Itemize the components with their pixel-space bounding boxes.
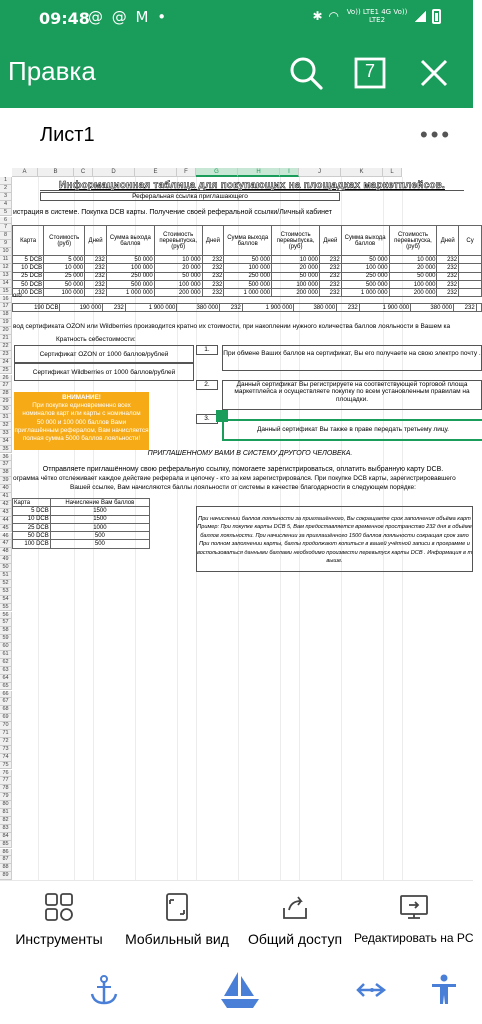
row-header[interactable]: 25 (0, 367, 12, 375)
row-header[interactable]: 80 (0, 801, 12, 809)
bonus-row (13, 507, 150, 515)
bonus-points-cell[interactable]: 500 (50, 532, 149, 540)
column-header-d[interactable]: D (93, 168, 135, 177)
notification-icons: @ @ M • (88, 8, 169, 26)
status-time: 09:48 (39, 9, 90, 28)
row-header[interactable]: 66 (0, 691, 12, 699)
row-header[interactable]: 14 (0, 280, 12, 288)
row-header[interactable]: 65 (0, 683, 12, 691)
row12-text[interactable]: ого (13, 293, 22, 299)
row28-text[interactable]: Отправляете приглашённому свою реферальную ссылку, помогаете зарегистрироваться, оплатить выбранную карту DCB. (42, 466, 444, 473)
bonus-card-cell[interactable]: 100 DCB (13, 540, 51, 548)
table-cell[interactable]: 232 (437, 272, 459, 280)
row-header[interactable]: 60 (0, 643, 12, 651)
row-header[interactable]: 16 (0, 296, 12, 304)
header-sum2: Сумма выхода баллов (224, 226, 272, 256)
row-header[interactable]: 84 (0, 833, 12, 841)
note-line: выше. (326, 558, 343, 565)
bonus-row (13, 532, 150, 540)
table-cell[interactable]: 232 (437, 289, 459, 297)
column-header-c[interactable]: C (74, 168, 93, 177)
table-cell[interactable]: 200 000 (154, 289, 202, 297)
row-header[interactable]: 51 (0, 572, 12, 580)
bonus-table-body (13, 507, 150, 548)
table-cell[interactable]: 232 (320, 256, 342, 264)
row-header[interactable]: 3 (0, 193, 12, 201)
total-cell[interactable]: 232 (220, 304, 243, 312)
step2-text[interactable]: Данный сертификат Вы регистрируете на соответствующей торговой площа маркетплейса и осуществляете покупку по всем установленным правилам на площадки. (222, 380, 482, 410)
row-header[interactable]: 38 (0, 469, 12, 477)
step2-number[interactable]: 2. (196, 380, 218, 390)
bonus-row (13, 515, 150, 523)
bottom-navigation (0, 880, 473, 954)
ref-link-cell[interactable]: Реферальная ссылка приглашающего (40, 192, 340, 201)
row-header[interactable]: 21 (0, 335, 12, 343)
total-cell[interactable] (476, 304, 481, 312)
note-line: Пример: При покупке карты DCB 5, Вам предоставляется временное пространство 232 дня в объёме (197, 524, 472, 531)
home-button[interactable] (218, 968, 262, 1012)
total-cell[interactable]: 380 000 (177, 304, 220, 312)
bonus-points-cell[interactable]: 500 (50, 540, 149, 548)
edit-on-pc-icon (398, 891, 430, 923)
nav-mobile-view[interactable] (118, 881, 236, 955)
row-header[interactable]: 27 (0, 382, 12, 390)
row-header[interactable]: 23 (0, 351, 12, 359)
table-cell[interactable]: 25 000 (44, 272, 85, 280)
nav-share-label: Общий доступ (247, 931, 343, 947)
notice-line: ВНИМАНИЕ! (62, 394, 101, 401)
share-icon (279, 891, 311, 923)
table-cell[interactable]: 232 (202, 256, 224, 264)
table-cell[interactable]: 10 000 (272, 256, 320, 264)
table-cell[interactable]: 250 000 (106, 272, 154, 280)
table-row (13, 272, 482, 280)
table-cell[interactable]: 100 000 (224, 264, 272, 272)
nav-edit-on-pc[interactable] (354, 881, 473, 955)
table-cell[interactable]: 50 000 (154, 272, 202, 280)
row-header[interactable]: 56 (0, 612, 12, 620)
total-cell[interactable]: 1 900 000 (125, 304, 177, 312)
row-header[interactable]: 26 (0, 375, 12, 383)
row-header[interactable]: 82 (0, 817, 12, 825)
bonus-card-cell[interactable]: 50 DCB (13, 532, 51, 540)
header-days2: Дней (202, 226, 224, 256)
table-cell[interactable]: 100 000 (106, 264, 154, 272)
table-cell[interactable]: 232 (85, 272, 107, 280)
table-cell[interactable]: 1 000 000 (341, 289, 389, 297)
table-row (13, 256, 482, 264)
bonus-row (13, 523, 150, 531)
total-cell[interactable]: 1 900 000 (242, 304, 294, 312)
total-cell[interactable]: 232 (337, 304, 360, 312)
table-cell[interactable]: 232 (320, 280, 342, 288)
note-line: баллов лояльности. При начислении за приглашённого 1500 баллов лояльности сокращая срок запо (200, 532, 469, 539)
header-sum3: Сумма выхода баллов (341, 226, 389, 256)
row16-text[interactable]: Кратность себестоимости: (56, 336, 136, 343)
note-line: При полном заполнении карты, баллы продолжают копиться в вашей учётной записи в программе и (199, 541, 470, 548)
row-header[interactable]: 35 (0, 446, 12, 454)
table-cell[interactable]: 50 000 (44, 280, 85, 288)
table-cell[interactable]: 232 (202, 280, 224, 288)
more-options-icon[interactable]: ••• (420, 122, 453, 147)
table-cell[interactable] (459, 256, 482, 264)
row-header[interactable]: 71 (0, 730, 12, 738)
row29-text[interactable]: ограмма чётко отслеживает каждое действие реферала и цепочку - кто за кем зарегистрировался. При покупке DCB карты, зарегистрировавшего (13, 475, 456, 482)
table-cell[interactable]: 232 (320, 289, 342, 297)
sheet-title[interactable]: Информационная таблица для покупающих на площадках маркетплейсов. (40, 180, 464, 191)
row-header[interactable]: 2 (0, 185, 12, 193)
row-header[interactable]: 52 (0, 580, 12, 588)
row-header[interactable]: 45 (0, 525, 12, 533)
bonus-header-card: Карта (13, 499, 51, 507)
bonus-card-cell[interactable]: 5 DCB (13, 507, 51, 515)
invited-heading[interactable]: ПРИГЛАШЕННОМУ ВАМИ В СИСТЕМУ ДРУГОГО ЧЕЛОВЕКА. (147, 450, 353, 457)
sheet-bar (0, 108, 473, 168)
table-cell[interactable]: 50 000 (389, 272, 437, 280)
back-arrows-icon (354, 972, 390, 1008)
total-cell[interactable]: 190 000 (60, 304, 103, 312)
row-header[interactable]: 57 (0, 619, 12, 627)
table-row (13, 289, 482, 297)
column-header-g[interactable]: G (196, 168, 238, 177)
network-label: Vo)) LTE1 4G Vo)) LTE2 (346, 8, 408, 24)
row-header[interactable]: 18 (0, 311, 12, 319)
search-button[interactable] (284, 51, 328, 95)
table-cell[interactable]: 232 (202, 264, 224, 272)
cert-ozon-cell[interactable]: Сертификат OZON от 1000 баллов/рублей (14, 345, 194, 363)
row-header[interactable]: 22 (0, 343, 12, 351)
row-header[interactable]: 41 (0, 493, 12, 501)
total-cell[interactable]: 232 (103, 304, 126, 312)
table-cell[interactable]: 100 000 (389, 280, 437, 288)
notice-line: 50 000 и 100 000 баллов Вами (36, 418, 127, 426)
table-cell[interactable]: 50 000 (341, 256, 389, 264)
cert-wb-cell[interactable]: Сертификат Wildberries от 1000 баллов/рублей (14, 363, 194, 381)
row-header[interactable]: 15 (0, 288, 12, 296)
header-resale2: Стоимость перевыпуска, (руб) (272, 226, 320, 256)
status-bar (0, 0, 473, 38)
close-icon (412, 51, 456, 95)
column-header-j[interactable]: J (299, 168, 341, 177)
table-cell[interactable]: 232 (437, 264, 459, 272)
table-cell[interactable]: 10 000 (44, 264, 85, 272)
row-header[interactable]: 46 (0, 533, 12, 541)
row-header[interactable]: 5 (0, 209, 12, 217)
boat-icon (218, 968, 262, 1012)
row-header[interactable]: 24 (0, 359, 12, 367)
table-cell[interactable]: 250 000 (224, 272, 272, 280)
row-header[interactable]: 78 (0, 785, 12, 793)
row-header[interactable]: 63 (0, 667, 12, 675)
row-header[interactable]: 58 (0, 627, 12, 635)
table-cell[interactable]: 5 000 (44, 256, 85, 264)
table-cell[interactable]: 1 000 000 (224, 289, 272, 297)
column-header-a[interactable]: A (12, 168, 38, 177)
bonus-points-cell[interactable]: 1500 (50, 515, 149, 523)
column-header-e[interactable]: E (135, 168, 177, 177)
battery-icon (432, 9, 441, 24)
row-header[interactable]: 39 (0, 477, 12, 485)
table-cell[interactable]: 20 000 (272, 264, 320, 272)
nav-edit-on-pc-label: Редактировать на PC (354, 931, 474, 945)
anchor-button[interactable] (86, 972, 122, 1008)
table-header-row (13, 226, 482, 256)
total-table[interactable] (12, 303, 482, 312)
table-cell[interactable]: 50 DCB (13, 280, 44, 288)
bonus-header-row (13, 499, 150, 507)
bonus-table[interactable] (12, 498, 150, 549)
table-cell[interactable] (459, 272, 482, 280)
table-cell[interactable]: 100 000 (44, 289, 85, 297)
note-line: воспользоваться данными баллами необходимо произвести перевыпуск карты DCB . Информация в т (197, 549, 473, 556)
column-header-l[interactable]: L (383, 168, 402, 177)
table-cell[interactable]: 232 (202, 289, 224, 297)
toolbar-title: Правка (8, 56, 96, 86)
status-right (312, 8, 441, 24)
table-cell[interactable]: 20 000 (154, 264, 202, 272)
bonus-card-cell[interactable]: 10 DCB (13, 515, 51, 523)
table-cell[interactable]: 232 (320, 264, 342, 272)
row-header[interactable]: 44 (0, 517, 12, 525)
accessibility-icon (426, 972, 462, 1008)
table-cell[interactable]: 100 000 (341, 264, 389, 272)
row4-text[interactable]: истрация в системе. Покупка DCB карты. Получение своей реферальной ссылки/Личный кабинет (13, 209, 332, 216)
table-cell[interactable]: 50 000 (272, 272, 320, 280)
row-header[interactable]: 48 (0, 548, 12, 556)
bonus-card-cell[interactable]: 25 DCB (13, 523, 51, 531)
bonus-header-points: Начисление Вам баллов (50, 499, 149, 507)
bonus-points-cell[interactable]: 1500 (50, 507, 149, 515)
table-cell[interactable]: 100 DCB (13, 289, 44, 297)
row-header[interactable]: 75 (0, 762, 12, 770)
bluetooth-icon: ✱ (312, 9, 323, 23)
header-sum: Сумма выхода баллов (106, 226, 154, 256)
row-header[interactable]: 43 (0, 509, 12, 517)
table-cell[interactable]: 232 (85, 280, 107, 288)
table-cell[interactable]: 232 (85, 289, 107, 297)
row-header[interactable]: 77 (0, 777, 12, 785)
row-header[interactable]: 19 (0, 319, 12, 327)
row-header[interactable]: 72 (0, 738, 12, 746)
sheets-count: 7 (364, 61, 375, 81)
table-cell[interactable] (459, 264, 482, 272)
search-icon (284, 51, 328, 95)
table-cell[interactable]: 232 (202, 272, 224, 280)
row15-text[interactable]: вод сертификата OZON или Wildberries производится кратно их стоимости, при накоплении нужного количества баллов лояльности в Вашем ка (13, 323, 451, 330)
row-header[interactable]: 31 (0, 414, 12, 422)
table-cell[interactable]: 100 000 (272, 280, 320, 288)
bonus-points-cell[interactable]: 1000 (50, 523, 149, 531)
header-cost: Стоимость (руб) (44, 226, 85, 256)
step1-text[interactable]: При обмене Ваших баллов на сертификат, Вы его получаете на свою электро почту . (222, 345, 482, 371)
table-cell[interactable]: 1 000 000 (106, 289, 154, 297)
table-cell[interactable]: 10 DCB (13, 264, 44, 272)
row-header[interactable]: 86 (0, 849, 12, 857)
table-cell[interactable]: 500 000 (106, 280, 154, 288)
row-header[interactable]: 29 (0, 398, 12, 406)
row-header[interactable]: 85 (0, 841, 12, 849)
table-cell[interactable] (459, 289, 482, 297)
notice-line: приглашённым рефералом, Вам начисляется (14, 426, 149, 434)
table-cell[interactable]: 50 000 (106, 256, 154, 264)
bonus-row (13, 540, 150, 548)
row-header[interactable]: 13 (0, 272, 12, 280)
wifi-icon: ◠ (328, 9, 339, 23)
header-days: Дней (85, 226, 107, 256)
bonus-note-box[interactable] (196, 506, 473, 572)
row-header[interactable]: 32 (0, 422, 12, 430)
table-cell[interactable]: 50 000 (224, 256, 272, 264)
row-header[interactable]: 68 (0, 706, 12, 714)
header-resale3: Стоимость перевыпуска, (руб) (389, 226, 437, 256)
total-row (13, 304, 482, 312)
row-header[interactable]: 42 (0, 501, 12, 509)
row-header[interactable]: 50 (0, 564, 12, 572)
close-button[interactable] (412, 51, 456, 95)
table-cell[interactable]: 10 000 (154, 256, 202, 264)
sheet-name[interactable]: Лист1 (40, 124, 95, 146)
attention-notice[interactable] (14, 392, 149, 450)
table-cell[interactable]: 232 (85, 264, 107, 272)
row-header[interactable]: 73 (0, 746, 12, 754)
total-cell[interactable]: 190 DCB (13, 304, 60, 312)
row-header[interactable]: 49 (0, 556, 12, 564)
row-header[interactable]: 8 (0, 232, 12, 240)
row-header[interactable]: 10 (0, 248, 12, 256)
table-cell[interactable]: 232 (437, 280, 459, 288)
row-header[interactable]: 28 (0, 390, 12, 398)
table-cell[interactable]: 232 (85, 256, 107, 264)
tools-icon (43, 891, 75, 923)
notice-line: полная сумма 5000 баллов лояльности! (22, 435, 141, 443)
total-cell[interactable]: 380 000 (294, 304, 337, 312)
row-header[interactable]: 83 (0, 825, 12, 833)
table-cell[interactable]: 500 000 (341, 280, 389, 288)
table-cell[interactable]: 232 (437, 256, 459, 264)
note-line: При начислении баллов лояльности за приглашённого, Вы сокращаете срок заполнения объёма карт (198, 516, 471, 522)
row-header[interactable]: 76 (0, 770, 12, 778)
step3-number[interactable]: 3. (196, 414, 218, 424)
row-header[interactable]: 62 (0, 659, 12, 667)
row-header[interactable]: 36 (0, 454, 12, 462)
table-cell[interactable]: 10 000 (389, 256, 437, 264)
notice-line: номиналов карт или карты с номиналом (22, 410, 141, 418)
row-header[interactable]: 74 (0, 754, 12, 762)
row-header[interactable]: 9 (0, 240, 12, 248)
table-row (13, 264, 482, 272)
mobile-view-icon (161, 891, 193, 923)
table-cell[interactable]: 200 000 (272, 289, 320, 297)
row-header[interactable]: 7 (0, 224, 12, 232)
accessibility-button[interactable] (426, 972, 462, 1008)
row-header[interactable]: 88 (0, 864, 12, 872)
column-header-f[interactable]: F (177, 168, 196, 177)
table-cell[interactable]: 200 000 (389, 289, 437, 297)
row30-text[interactable]: Вашей ссылке, Вам начисляются баллы лояльности от системы в качестве благодарности в следующем порядке: (70, 484, 416, 491)
row-header[interactable]: 87 (0, 856, 12, 864)
header-days3: Дней (320, 226, 342, 256)
main-table-body (13, 256, 482, 297)
signal-icon (415, 11, 426, 22)
column-header-k[interactable]: K (341, 168, 383, 177)
column-header-h[interactable]: H (238, 168, 280, 177)
row-header[interactable]: 34 (0, 438, 12, 446)
row-header[interactable]: 12 (0, 264, 12, 272)
back-button[interactable] (354, 972, 390, 1008)
row-header[interactable]: 20 (0, 327, 12, 335)
row-header[interactable]: 30 (0, 406, 12, 414)
system-bar (0, 954, 473, 1024)
table-cell[interactable] (459, 280, 482, 288)
row-header[interactable]: 67 (0, 698, 12, 706)
total-cell[interactable]: 232 (454, 304, 477, 312)
row-header[interactable]: 70 (0, 722, 12, 730)
row-header[interactable]: 11 (0, 256, 12, 264)
row-header[interactable]: 54 (0, 596, 12, 604)
row-header[interactable]: 40 (0, 485, 12, 493)
sheets-count-button[interactable] (348, 51, 392, 95)
row-header[interactable]: 69 (0, 714, 12, 722)
table-cell[interactable]: 100 000 (154, 280, 202, 288)
header-resale: Стоимость перевыпуска, (руб) (154, 226, 202, 256)
table-row (13, 280, 482, 288)
header-su: Су (459, 226, 482, 256)
app-toolbar (0, 38, 473, 108)
nav-share[interactable] (236, 881, 354, 955)
row-header[interactable]: 33 (0, 430, 12, 438)
row-header[interactable]: 89 (0, 872, 12, 880)
notice-line: При покупке единовременно всех (32, 402, 131, 410)
step3-text[interactable]: Данный сертификат Вы также в праве передать третьему лицу. (222, 419, 482, 441)
row-header[interactable]: 47 (0, 540, 12, 548)
table-cell[interactable]: 232 (320, 272, 342, 280)
table-cell[interactable]: 250 000 (341, 272, 389, 280)
total-cell[interactable]: 1 900 000 (359, 304, 411, 312)
nav-tools[interactable] (0, 881, 118, 955)
column-header-i[interactable]: I (280, 168, 299, 177)
header-card: Карта (13, 226, 44, 256)
row-header[interactable]: 64 (0, 675, 12, 683)
header-days4: Дней (437, 226, 459, 256)
row-header[interactable]: 37 (0, 461, 12, 469)
spreadsheet-grid[interactable] (0, 168, 481, 880)
column-header-b[interactable]: B (38, 168, 74, 177)
table-cell[interactable]: 25 DCB (13, 272, 44, 280)
row-header[interactable]: 1 (0, 177, 12, 185)
row-header[interactable]: 4 (0, 201, 12, 209)
table-cell[interactable]: 5 DCB (13, 256, 44, 264)
main-data-table[interactable] (12, 225, 482, 297)
row-header[interactable]: 61 (0, 651, 12, 659)
nav-mobile-view-label: Мобильный вид (125, 931, 229, 947)
total-cell[interactable]: 380 000 (411, 304, 454, 312)
anchor-icon (86, 972, 122, 1008)
row-header[interactable]: 17 (0, 303, 12, 311)
nav-tools-label: Инструменты (15, 931, 103, 947)
row-header[interactable]: 81 (0, 809, 12, 817)
row-header[interactable]: 79 (0, 793, 12, 801)
row-header[interactable]: 55 (0, 604, 12, 612)
row-header[interactable]: 53 (0, 588, 12, 596)
row-header[interactable]: 59 (0, 635, 12, 643)
table-cell[interactable]: 500 000 (224, 280, 272, 288)
step1-number[interactable]: 1. (196, 345, 218, 355)
table-cell[interactable]: 20 000 (389, 264, 437, 272)
row-header[interactable]: 6 (0, 217, 12, 225)
